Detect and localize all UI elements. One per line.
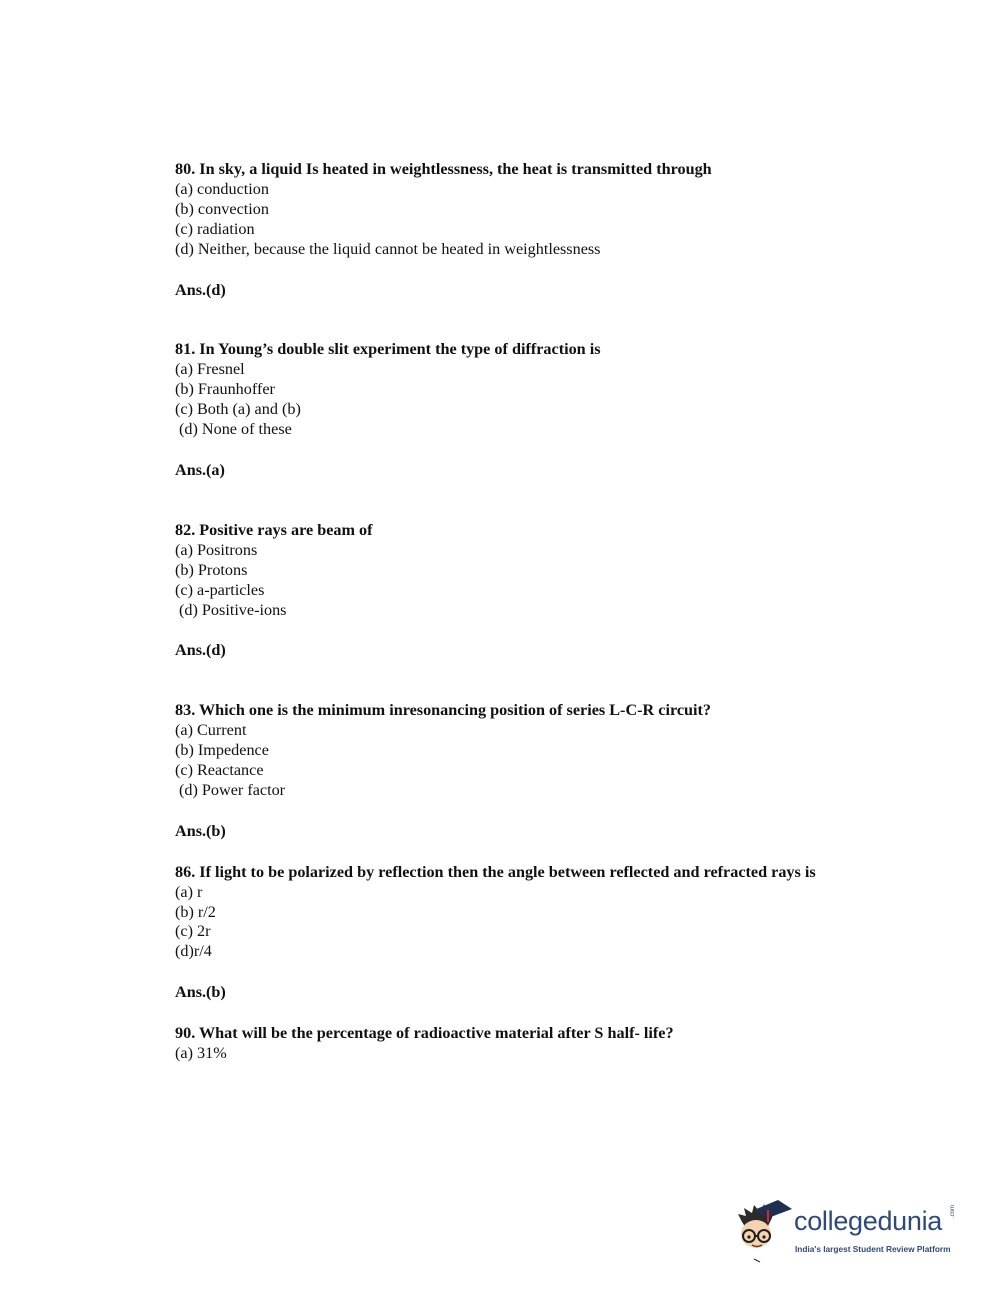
option-b: (b) Impedence: [175, 741, 269, 760]
question-text: 80. In sky, a liquid Is heated in weightlessness, the heat is transmitted through: [175, 160, 712, 178]
option-a: (a) Current: [175, 721, 247, 740]
option-a: (a) Fresnel: [175, 360, 245, 379]
option-d: (d) None of these: [179, 420, 292, 439]
option-d: (d) Neither, because the liquid cannot be heated in weightlessness: [175, 239, 601, 258]
mascot-icon: [734, 1196, 792, 1266]
option-c: (c) a-particles: [175, 580, 265, 599]
logo-wordmark: collegedunia: [794, 1206, 943, 1236]
question-text: 86. If light to be polarized by reflection then the angle between reflected and refracted rays is: [175, 862, 816, 881]
option-c: (c) Both (a) and (b): [175, 400, 301, 419]
option-b: (b) r/2: [175, 902, 216, 921]
option-c: (c) 2r: [175, 922, 211, 941]
answer: Ans.(d): [175, 280, 226, 299]
option-d: (d) Positive-ions: [179, 600, 287, 619]
question-list: [175, 160, 855, 1064]
option-a: (a) Positrons: [175, 540, 258, 559]
question-80: [175, 160, 855, 300]
question-83: [175, 701, 855, 841]
question-82: [175, 521, 855, 661]
option-a: (a) conduction: [175, 179, 269, 198]
option-c: (c) Reactance: [175, 761, 264, 780]
question-text: 82. Positive rays are beam of: [175, 520, 373, 539]
question-text: 81. In Young’s double slit experiment the type of diffraction is: [175, 340, 601, 359]
logo-suffix: .com: [950, 1204, 956, 1218]
logo-tagline: India's largest Student Review Platform: [795, 1244, 951, 1254]
answer: Ans.(d): [175, 641, 226, 660]
answer: Ans.(b): [175, 983, 226, 1002]
collegedunia-logo: [734, 1196, 964, 1268]
option-a: (a) 31%: [175, 1044, 227, 1063]
question-81: [175, 340, 855, 480]
answer: Ans.(b): [175, 821, 226, 840]
option-a: (a) r: [175, 882, 203, 901]
option-c: (c) radiation: [175, 219, 255, 238]
option-b: (b) convection: [175, 199, 269, 218]
option-b: (b) Protons: [175, 560, 248, 579]
question-90: [175, 1024, 855, 1064]
answer: Ans.(a): [175, 460, 225, 479]
option-d: (d)r/4: [175, 942, 212, 961]
option-b: (b) Fraunhoffer: [175, 380, 275, 399]
question-text: 90. What will be the percentage of radioactive material after S half- life?: [175, 1024, 674, 1043]
option-d: (d) Power factor: [179, 780, 286, 799]
question-text: 83. Which one is the minimum inresonancing position of series L-C-R circuit?: [175, 701, 712, 720]
question-86: [175, 863, 855, 1003]
